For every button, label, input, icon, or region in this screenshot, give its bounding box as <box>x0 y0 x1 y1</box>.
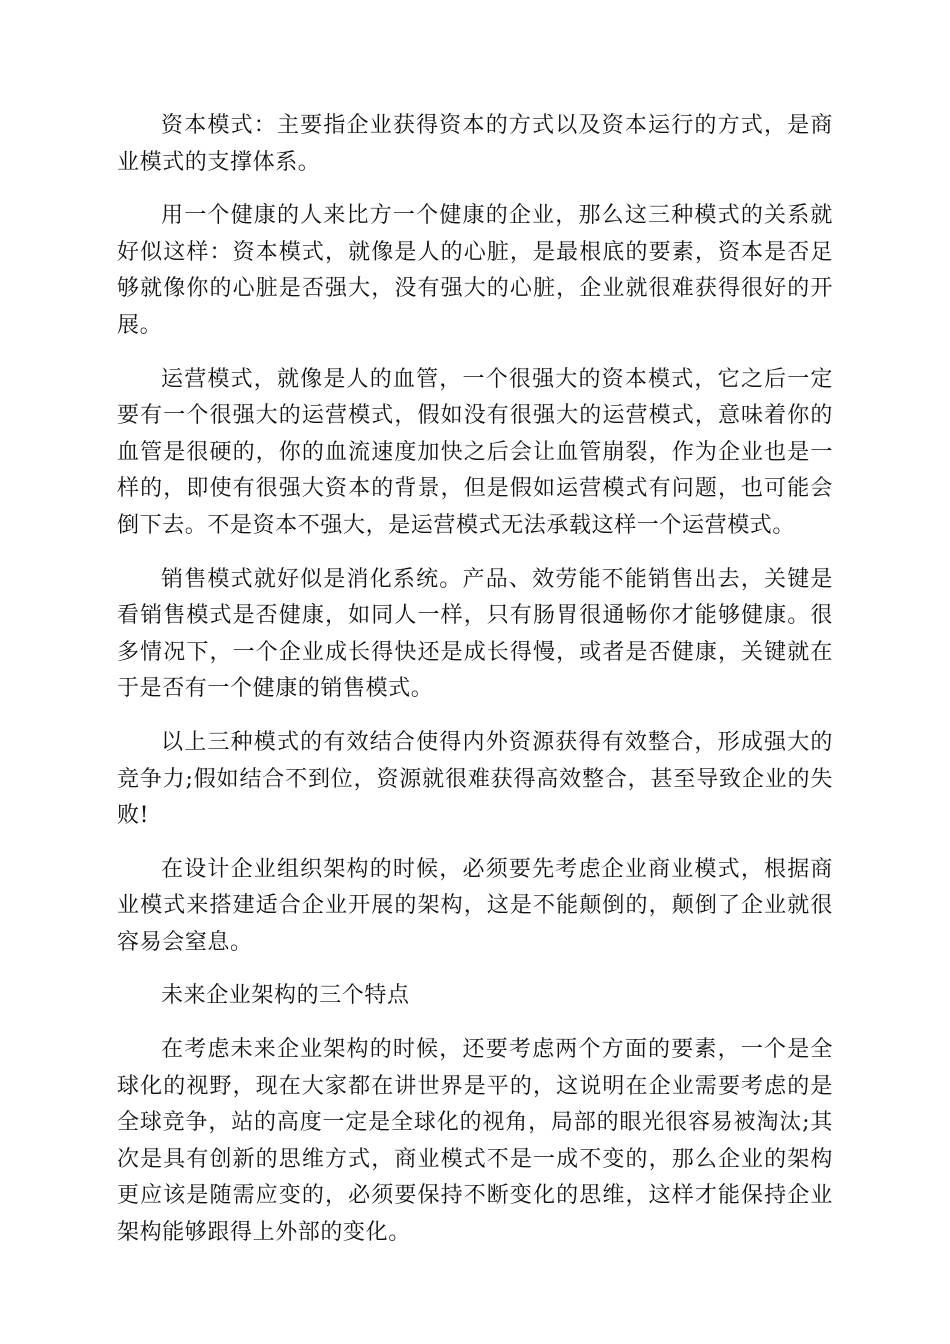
section-heading-future-architecture: 未来企业架构的三个特点 <box>161 983 410 1009</box>
document-page <box>117 108 833 1269</box>
paragraph-sales-model: 销售模式就好似是消化系统。产品、效劳能不能销售出去，关键是看销售模式是否健康，如同人一样，只有肠胃很通畅你才能够健康。很多情况下，一个企业成长得快还是成长得慢，或者是否健康，关键就在于是否有一个健康的销售模式。 <box>117 566 833 702</box>
paragraph-org-design: 在设计企业组织架构的时候，必须要先考虑企业商业模式，根据商业模式来搭建适合企业开展的架构，这是不能颠倒的，颠倒了企业就很容易会窒息。 <box>117 856 833 955</box>
paragraph-future-architecture: 在考虑未来企业架构的时候，还要考虑两个方面的要素，一个是全球化的视野，现在大家都在讲世界是平的，这说明在企业需要考虑的是全球竞争，站的高度一定是全球化的视角，局部的眼光很容易被淘汰;其次是具有创新的思维方式，商业模式不是一成不变的，那么企业的架构更应该是随需应变的，必须要保持不断变化的思维，这样才能保持企业架构能够跟得上外部的变化。 <box>117 1037 833 1246</box>
paragraph-combination: 以上三种模式的有效结合使得内外资源获得有效整合，形成强大的竞争力;假如结合不到位，资源就很难获得高效整合，甚至导致企业的失败! <box>117 729 833 829</box>
paragraph-health-analogy: 用一个健康的人来比方一个健康的企业，那么这三种模式的关系就好似这样：资本模式，就像是人的心脏，是最根底的要素，资本是否足够就像你的心脏是否强大，没有强大的心脏，企业就很难获得很好的开展。 <box>117 203 833 338</box>
paragraph-capital-model: 资本模式：主要指企业获得资本的方式以及资本运行的方式，是商业模式的支撑体系。 <box>117 113 833 175</box>
paragraph-operation-model: 运营模式，就像是人的血管，一个很强大的资本模式，它之后一定要有一个很强大的运营模式，假如没有很强大的运营模式，意味着你的血管是很硬的，你的血流速度加快之后会让血管崩裂，作为企业也是一样的，即使有很强大资本的背景，但是假如运营模式有问题，也可能会倒下去。不是资本不强大，是运营模式无法承载这样一个运营模式。 <box>117 366 833 538</box>
